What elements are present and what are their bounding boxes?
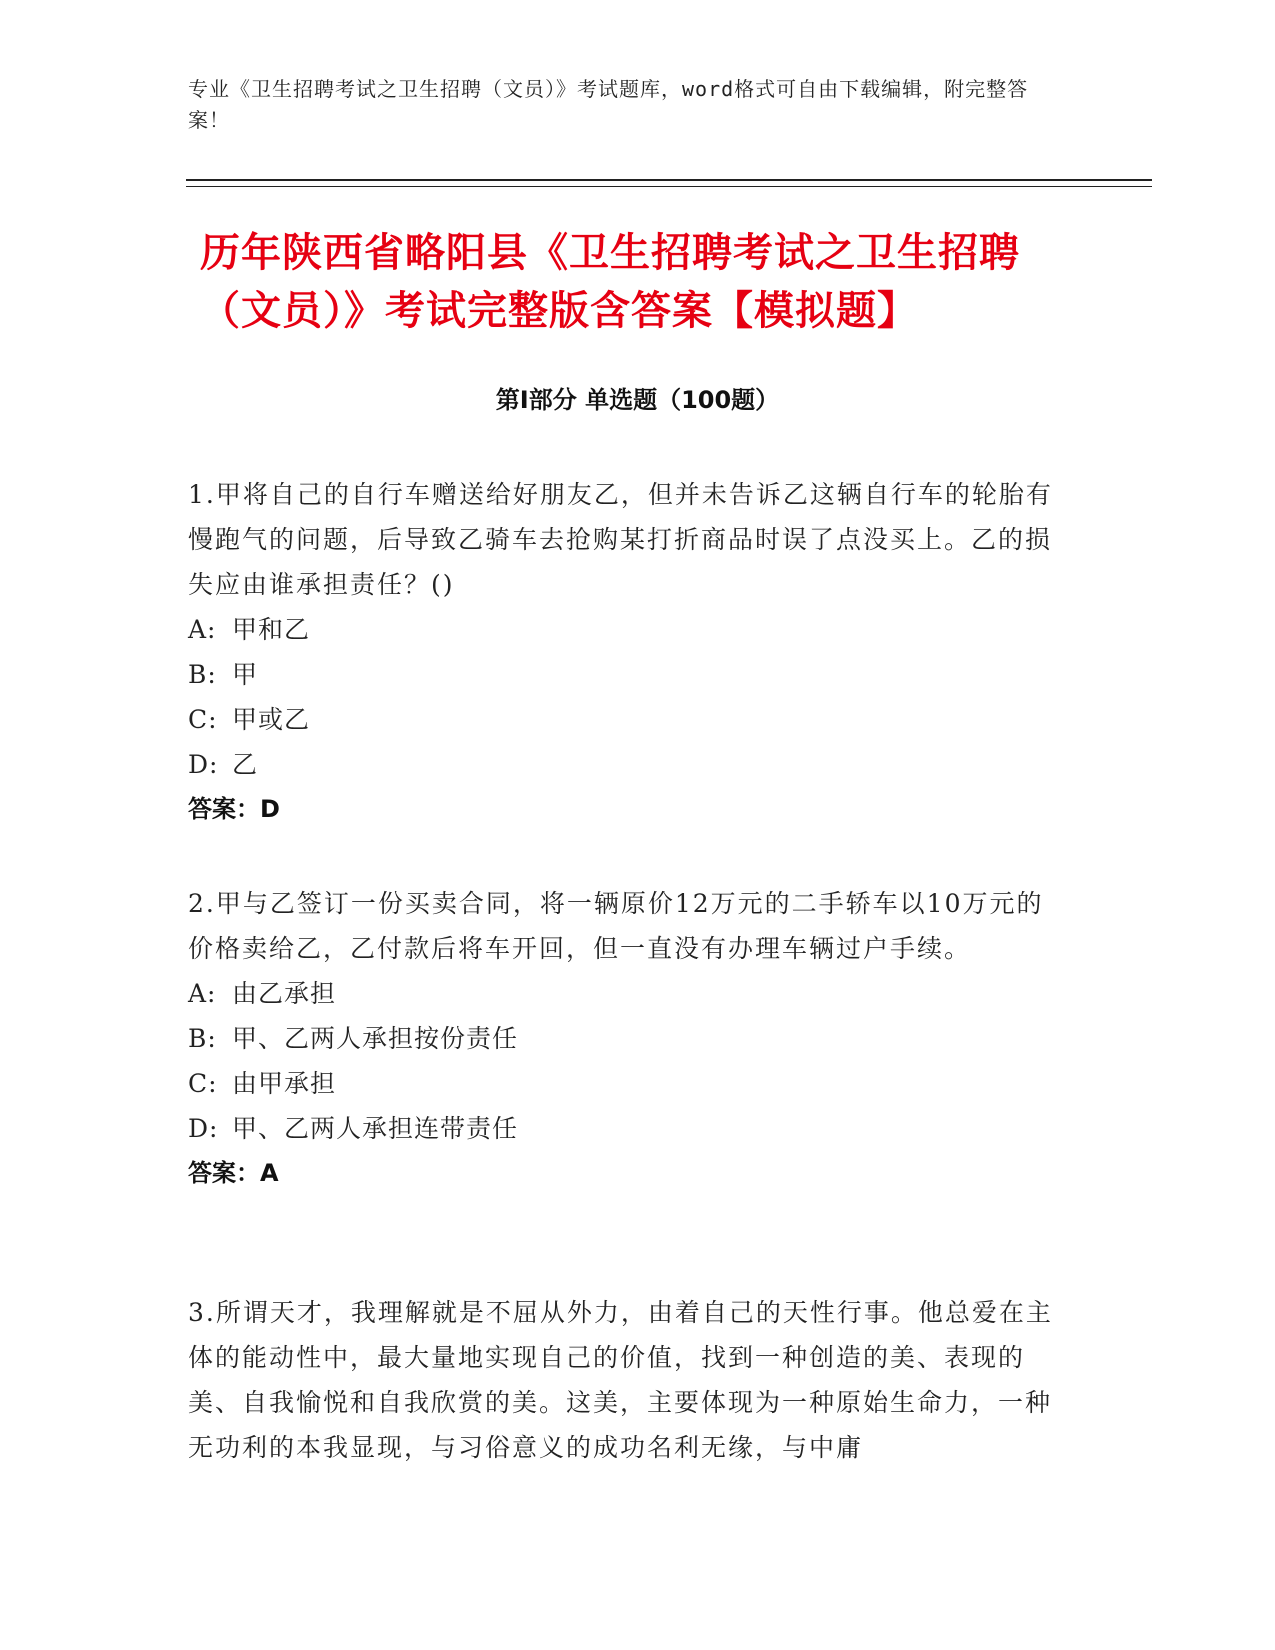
option-text: 甲和乙 [232,615,311,644]
option-text: 甲、乙两人承担连带责任 [232,1114,519,1143]
option-text: 乙 [232,750,259,779]
option-key: D: [188,750,219,779]
option-key: D: [188,1114,219,1143]
option-text: 甲 [232,660,259,689]
section-title: 第Ⅰ部分 单选题（100题） [495,386,780,414]
option-c [188,1061,1068,1106]
option-key: C: [188,705,218,734]
option-key: C: [188,1069,218,1098]
option-c [188,697,1068,742]
header-divider-thin [186,186,1152,187]
question-2 [188,881,1068,1196]
question-3 [188,1290,1068,1470]
header-divider [186,179,1152,181]
option-key: B: [188,660,217,689]
option-key: A: [188,615,217,644]
answer: 答案：D [188,795,280,823]
option-b [188,652,1068,697]
option-d [188,742,1068,787]
question-stem: 1.甲将自己的自行车赠送给好朋友乙，但并未告诉乙这辆自行车的轮胎有慢跑气的问题，后导致乙骑车去抢购某打折商品时误了点没买上。乙的损失应由谁承担责任？() [188,480,1053,599]
option-d [188,1106,1068,1151]
option-b [188,1016,1068,1061]
answer: 答案：A [188,1159,279,1187]
option-text: 甲、乙两人承担按份责任 [232,1024,519,1053]
option-key: B: [188,1024,217,1053]
question-1 [188,472,1068,832]
option-a [188,971,1068,1016]
document-title: 历年陕西省略阳县《卫生招聘考试之卫生招聘（文员）》考试完整版含答案【模拟题】 [200,230,1020,334]
option-text: 由乙承担 [232,979,337,1008]
header-note: 专业《卫生招聘考试之卫生招聘（文员）》考试题库，word格式可自由下载编辑，附完整答案！ [188,77,1029,132]
option-text: 甲或乙 [232,705,311,734]
option-key: A: [188,979,217,1008]
option-a [188,607,1068,652]
option-text: 由甲承担 [232,1069,337,1098]
question-stem: 3.所谓天才，我理解就是不屈从外力，由着自己的天性行事。他总爱在主体的能动性中，最大量地实现自己的价值，找到一种创造的美、表现的美、自我愉悦和自我欣赏的美。这美，主要体现为一种原始生命力，一种无功利的本我显现，与习俗意义的成功名利无缘，与中庸 [188,1298,1053,1462]
question-stem: 2.甲与乙签订一份买卖合同，将一辆原价12万元的二手轿车以10万元的价格卖给乙，乙付款后将车开回，但一直没有办理车辆过户手续。 [188,889,1044,963]
